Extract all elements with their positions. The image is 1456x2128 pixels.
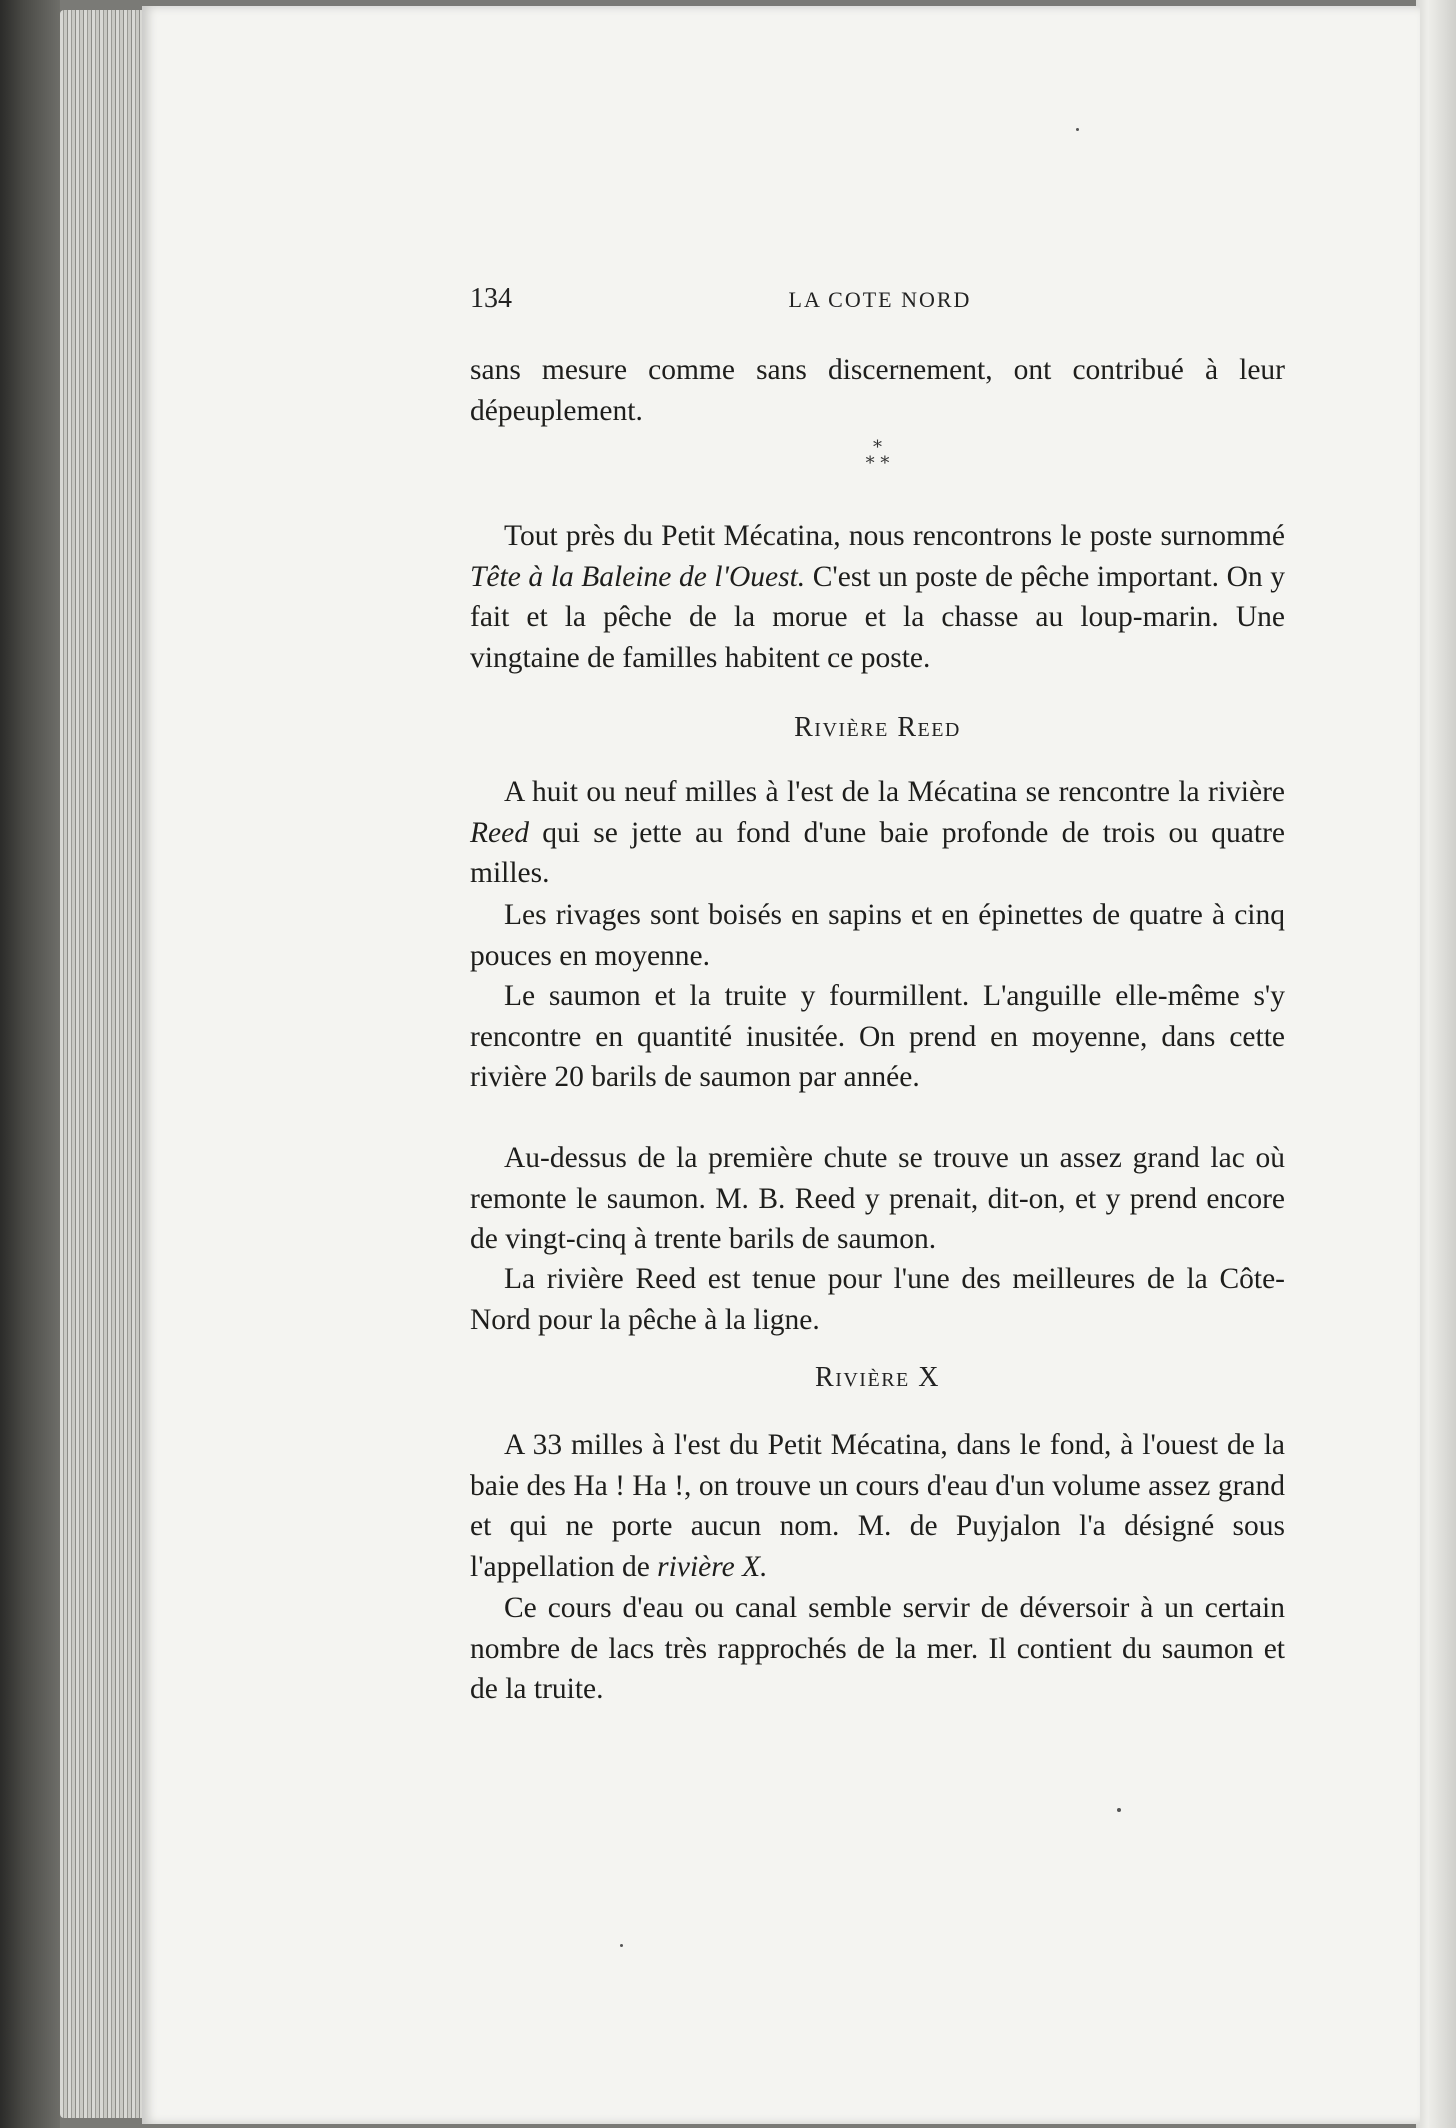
paragraph-8-part-a: A 33 milles à l'est du Petit Mécatina, dans le fond, à l'ouest de la baie des Ha ! Ha !, on trouve un cours d'eau d'un volume assez grand et qui ne porte aucun nom. M. de Puyjalon l'a désigné sous l'appellation de <box>470 1429 1285 1583</box>
right-page-edge <box>1416 0 1456 2128</box>
asterism <box>470 437 1285 474</box>
paragraph-1: sans mesure comme sans discernement, ont contribué à leur dépeuplement. <box>470 354 1285 427</box>
paragraph-2 <box>470 516 1285 678</box>
paragraph-5: Le saumon et la truite y fourmillent. L'anguille elle-même s'y rencontre en quantité inusitée. On prend en moyenne, dans cette rivière 20 barils de saumon par année. <box>470 980 1285 1093</box>
page-number: 134 <box>470 283 512 314</box>
asterism-bottom: * * <box>865 453 890 474</box>
paragraph-2-part-b: C'est un poste de pêche important. On y fait et la pêche de la morue et la chasse au loup-marin. Une vingtaine de familles habitent ce poste. <box>470 560 1285 674</box>
paragraph-9: Ce cours d'eau ou canal semble servir de déversoir à un certain nombre de lacs très rapprochés de la mer. Il contient du saumon et de la truite. <box>470 1592 1285 1705</box>
asterism-top: * <box>873 437 882 458</box>
paragraph-3-italic: Reed <box>470 816 529 849</box>
paragraph-3 <box>470 772 1285 894</box>
paragraph-2-italic: Tête à la Baleine de l'Ouest. <box>470 560 806 593</box>
page-edges <box>60 10 150 2118</box>
paragraph-2-part-a: Tout près du Petit Mécatina, nous rencontrons le poste surnommé <box>504 520 1285 552</box>
running-head <box>470 283 1290 323</box>
paragraph-8 <box>470 1425 1285 1587</box>
paper-speck <box>1076 128 1079 131</box>
paragraph-8-italic: rivière X. <box>657 1550 768 1583</box>
paragraph-7: La rivière Reed est tenue pour l'une des meilleures de la Côte-Nord pour la pêche à la ligne. <box>470 1263 1285 1336</box>
paragraph-3-part-b: qui se jette au fond d'une baie profonde de trois ou quatre milles. <box>470 816 1285 889</box>
book-binding <box>0 0 60 2128</box>
paragraph-3-part-a: A huit ou neuf milles à l'est de la Mécatina se rencontre la rivière <box>504 776 1285 808</box>
paper-speck <box>1117 1808 1121 1812</box>
heading-riviere-x: Rivière X <box>815 1362 940 1393</box>
paper-speck <box>620 1944 623 1947</box>
running-title: LA COTE NORD <box>788 287 972 312</box>
paragraph-4: Les rivages sont boisés en sapins et en épinettes de quatre à cinq pouces en moyenne. <box>470 899 1285 972</box>
paragraph-6: Au-dessus de la première chute se trouve un assez grand lac où remonte le saumon. M. B. Reed y prenait, dit-on, et y prend encore de vingt-cinq à trente barils de saumon. <box>470 1142 1285 1255</box>
heading-riviere-reed: Rivière Reed <box>794 712 961 743</box>
